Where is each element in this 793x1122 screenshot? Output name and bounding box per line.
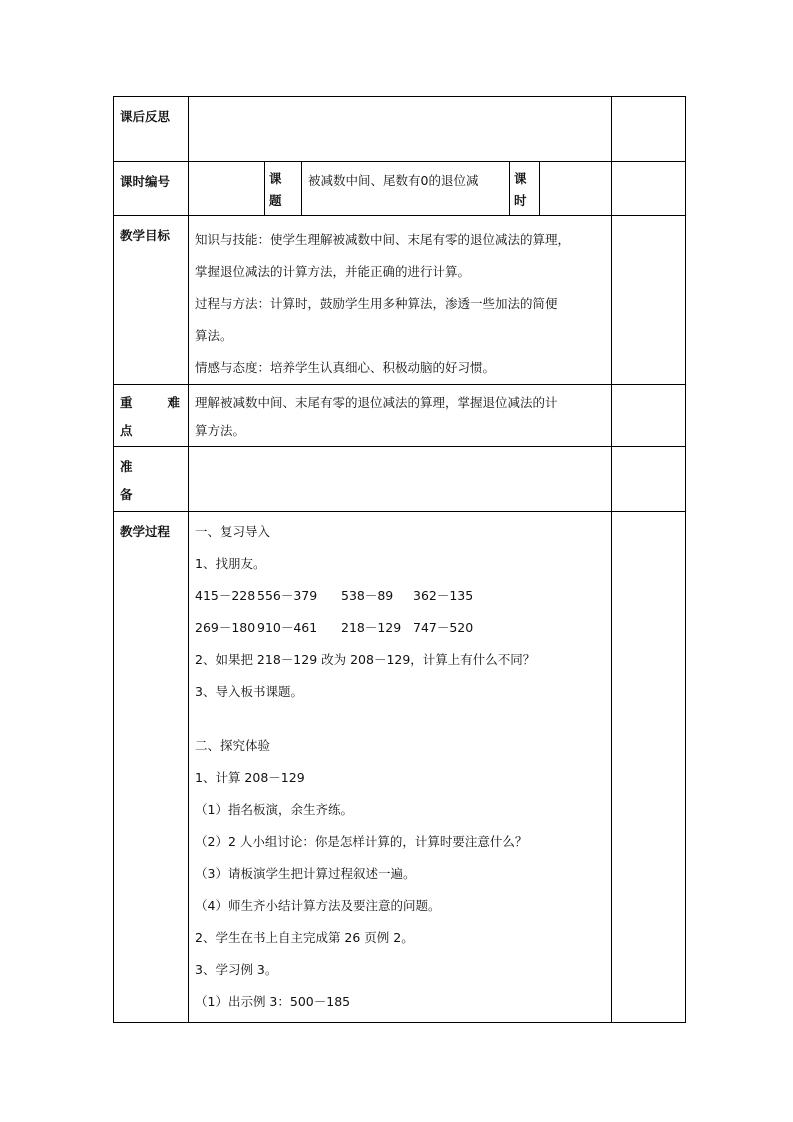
- math-expr: 747－520: [413, 620, 474, 635]
- math-row-1: [195, 580, 605, 612]
- key-points-label-line-1: [120, 389, 188, 417]
- math-row-2: [195, 612, 605, 644]
- math-expr: 415－228: [195, 588, 256, 603]
- process-section-1: 一、复习导入: [195, 524, 271, 539]
- preparation-label-b: 备: [120, 487, 133, 502]
- reflection-side: [612, 97, 686, 162]
- lesson-number-label: 课时编号: [114, 162, 189, 216]
- goals-line-3: 过程与方法：计算时，鼓励学生用多种算法，渗透一些加法的简便: [195, 296, 558, 311]
- key-points-side: [612, 385, 686, 447]
- period-value: [540, 162, 612, 216]
- math-expr: 362－135: [413, 588, 474, 603]
- preparation-label-a: 准: [120, 459, 133, 474]
- process-content: [189, 512, 612, 1023]
- process-step-1: 1、计算 208－129: [195, 770, 305, 785]
- topic-label-text: 课题: [269, 171, 282, 208]
- lesson-info-row: [114, 162, 686, 216]
- lesson-plan-table: [113, 96, 686, 1023]
- process-step-1d: （4）师生齐小结计算方法及要注意的问题。: [195, 898, 441, 913]
- key-points-content: [189, 385, 612, 447]
- preparation-side: [612, 447, 686, 512]
- goals-line-5: 情感与态度：培养学生认真细心、积极动脑的好习惯。: [195, 360, 496, 375]
- math-expr: 538－89: [341, 588, 394, 603]
- goals-line-2: 掌握退位减法的计算方法，并能正确的进行计算。: [195, 264, 471, 279]
- goals-line-1: 知识与技能：使学生理解被减数中间、末尾有零的退位减法的算理，: [195, 232, 571, 247]
- math-expr: 556－379: [257, 588, 318, 603]
- key-points-line-2: 算方法。: [195, 423, 246, 438]
- key-points-label-b: 难: [167, 395, 180, 410]
- process-side: [612, 512, 686, 1023]
- lesson-number-value: [189, 162, 265, 216]
- math-expr: 269－180: [195, 620, 256, 635]
- reflection-content: [189, 97, 612, 162]
- process-step-3a: （1）出示例 3：500－185: [195, 994, 351, 1009]
- process-step-2: 2、学生在书上自主完成第 26 页例 2。: [195, 930, 414, 945]
- key-points-label-c: 点: [120, 423, 133, 438]
- goals-row: [114, 216, 686, 385]
- key-points-row: [114, 385, 686, 447]
- period-label: [510, 162, 540, 216]
- goals-content: [189, 216, 612, 385]
- process-row: [114, 512, 686, 1023]
- preparation-label: [114, 447, 189, 512]
- goals-label: 教学目标: [114, 216, 189, 385]
- key-points-label: [114, 385, 189, 447]
- goals-side: [612, 216, 686, 385]
- topic-label: [265, 162, 302, 216]
- preparation-content: [189, 447, 612, 512]
- period-label-text: 课时: [514, 171, 527, 208]
- lesson-info-side: [612, 162, 686, 216]
- math-expr: 218－129: [341, 620, 402, 635]
- topic-value: 被减数中间、尾数有0的退位减: [302, 162, 510, 216]
- math-expr: 910－461: [257, 620, 318, 635]
- process-section-2: 二、探究体验: [195, 738, 271, 753]
- key-points-line-1: 理解被减数中间、末尾有零的退位减法的算理，掌握退位减法的计: [195, 395, 558, 410]
- goals-line-4: 算法。: [195, 328, 233, 343]
- process-step-1c: （3）请板演学生把计算过程叙述一遍。: [195, 866, 416, 881]
- reflection-label: 课后反思: [114, 97, 189, 162]
- process-step-1b: （2）2 人小组讨论：你是怎样计算的，计算时要注意什么？: [195, 834, 528, 849]
- process-label: 教学过程: [114, 512, 189, 1023]
- process-step-1a: （1）指名板演，余生齐练。: [195, 802, 353, 817]
- preparation-row: [114, 447, 686, 512]
- reflection-row: [114, 97, 686, 162]
- process-step-3: 3、学习例 3。: [195, 962, 278, 977]
- process-item-3: 3、导入板书课题。: [195, 684, 303, 699]
- process-item-2: 2、如果把 218－129 改为 208－129，计算上有什么不同？: [195, 652, 536, 667]
- blank-line: [195, 708, 605, 730]
- process-item-1: 1、找朋友。: [195, 556, 266, 571]
- key-points-label-a: 重: [120, 395, 133, 410]
